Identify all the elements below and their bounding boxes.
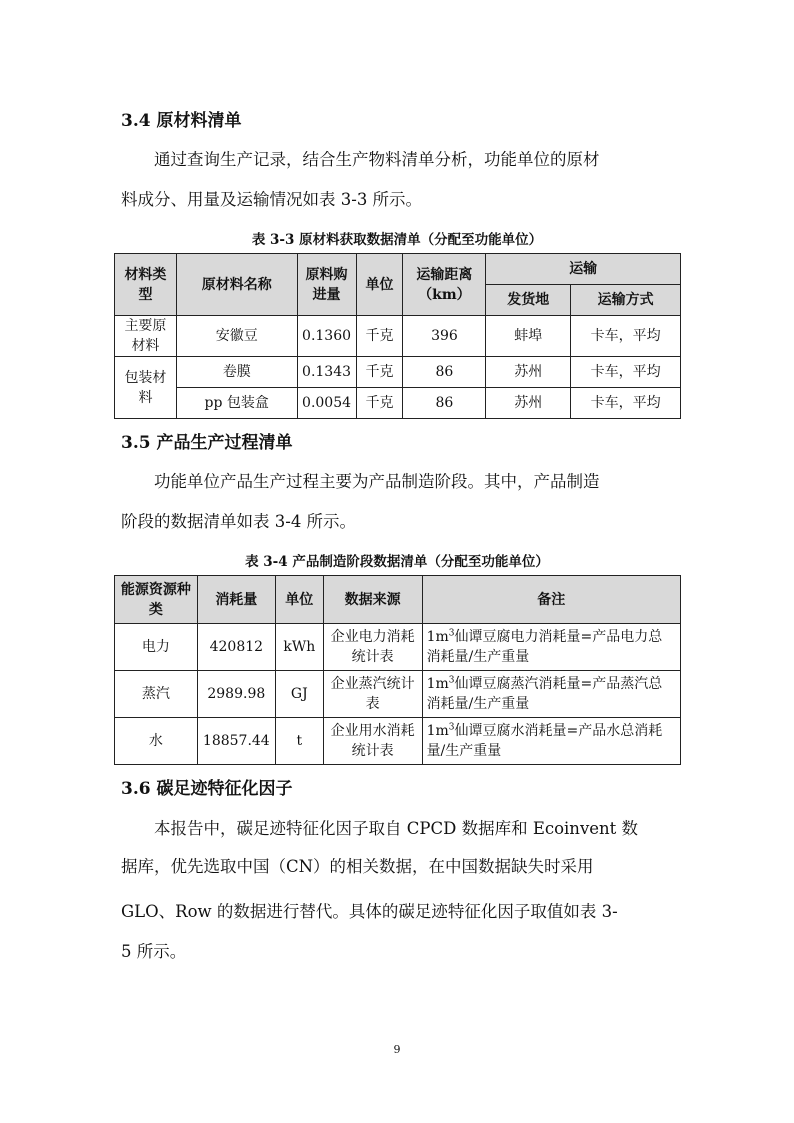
header-material-type: 材料类型	[115, 254, 177, 316]
header-unit: 单位	[275, 576, 323, 624]
section-3-4-heading: 3.4 原材料清单	[121, 111, 242, 131]
cell-note: $1m^3$仙谭豆腐蒸汽消耗量=产品蒸汽总消耗量/生产重量	[422, 671, 680, 718]
table-3-3-caption: 表 3-3 原材料获取数据清单（分配至功能单位）	[251, 232, 543, 248]
cell-unit: kWh	[275, 624, 323, 671]
header-transport-distance: 运输距离（km）	[403, 254, 486, 316]
section-3-6-paragraph-line-4: 5 所示。	[121, 942, 187, 961]
cell-data-source: 企业蒸汽统计表	[323, 671, 422, 718]
header-data-source: 数据来源	[323, 576, 422, 624]
cell-distance: 396	[403, 316, 486, 357]
table-row	[115, 624, 681, 671]
cell-unit: 千克	[356, 388, 403, 419]
header-material-name: 原材料名称	[176, 254, 297, 316]
cell-transport-mode: 卡车，平均	[571, 316, 681, 357]
cell-transport-mode: 卡车，平均	[571, 388, 681, 419]
section-3-5-paragraph-line-1: 功能单位产品生产过程主要为产品制造阶段。其中，产品制造	[154, 472, 600, 491]
cell-distance: 86	[403, 388, 486, 419]
cell-origin: 苏州	[486, 357, 571, 388]
section-3-6-paragraph-line-3: GLO、Row 的数据进行替代。具体的碳足迹特征化因子取值如表 3-	[121, 902, 618, 921]
header-origin: 发货地	[486, 285, 571, 316]
cell-consumption: 18857.44	[197, 718, 275, 765]
section-3-6-paragraph-line-2: 据库，优先选取中国（CN）的相关数据，在中国数据缺失时采用	[121, 857, 594, 876]
cell-origin: 苏州	[486, 388, 571, 419]
cell-material-name: 安徽豆	[176, 316, 297, 357]
cell-energy-type: 电力	[115, 624, 198, 671]
table-row	[115, 388, 681, 419]
section-3-4-paragraph-line-2: 料成分、用量及运输情况如表 3-3 所示。	[121, 190, 423, 209]
cell-distance: 86	[403, 357, 486, 388]
cell-unit: 千克	[356, 357, 403, 388]
section-3-4-paragraph-line-1: 通过查询生产记录，结合生产物料清单分析，功能单位的原材	[154, 150, 600, 169]
section-3-5-heading: 3.5 产品生产过程清单	[121, 433, 293, 453]
cell-group-main-materials: 主要原材料	[115, 316, 177, 357]
cell-consumption: 2989.98	[197, 671, 275, 718]
table-row	[115, 718, 681, 765]
table-row	[115, 671, 681, 718]
cell-material-name: pp 包装盒	[176, 388, 297, 419]
header-transport: 运输	[486, 254, 681, 285]
table-3-4	[114, 575, 681, 765]
table-row	[115, 357, 681, 388]
cell-energy-type: 蒸汽	[115, 671, 198, 718]
cell-consumption: 420812	[197, 624, 275, 671]
table-3-3	[114, 253, 681, 419]
section-3-5-paragraph-line-2: 阶段的数据清单如表 3-4 所示。	[121, 512, 357, 531]
header-consumption: 消耗量	[197, 576, 275, 624]
cell-note: $1m^3$仙谭豆腐电力消耗量=产品电力总消耗量/生产重量	[422, 624, 680, 671]
cell-unit: GJ	[275, 671, 323, 718]
section-3-6-paragraph-line-1: 本报告中，碳足迹特征化因子取自 CPCD 数据库和 Ecoinvent 数	[154, 819, 639, 838]
cell-unit: 千克	[356, 316, 403, 357]
page-number: 9	[393, 1043, 401, 1056]
header-unit: 单位	[356, 254, 403, 316]
cell-origin: 蚌埠	[486, 316, 571, 357]
cell-note: $1m^3$仙谭豆腐水消耗量=产品水总消耗量/生产重量	[422, 718, 680, 765]
header-note: 备注	[422, 576, 680, 624]
cell-material-name: 卷膜	[176, 357, 297, 388]
cell-data-source: 企业电力消耗统计表	[323, 624, 422, 671]
header-energy-type: 能源资源种类	[115, 576, 198, 624]
cell-energy-type: 水	[115, 718, 198, 765]
table-3-4-caption: 表 3-4 产品制造阶段数据清单（分配至功能单位）	[245, 554, 549, 570]
header-purchase-quantity: 原料购进量	[297, 254, 356, 316]
cell-quantity: 0.0054	[297, 388, 356, 419]
cell-quantity: 0.1360	[297, 316, 356, 357]
cell-data-source: 企业用水消耗统计表	[323, 718, 422, 765]
table-row	[115, 316, 681, 357]
cell-group-packaging: 包装材料	[115, 357, 177, 419]
cell-unit: t	[275, 718, 323, 765]
header-transport-mode: 运输方式	[571, 285, 681, 316]
cell-quantity: 0.1343	[297, 357, 356, 388]
cell-transport-mode: 卡车，平均	[571, 357, 681, 388]
section-3-6-heading: 3.6 碳足迹特征化因子	[121, 779, 293, 799]
